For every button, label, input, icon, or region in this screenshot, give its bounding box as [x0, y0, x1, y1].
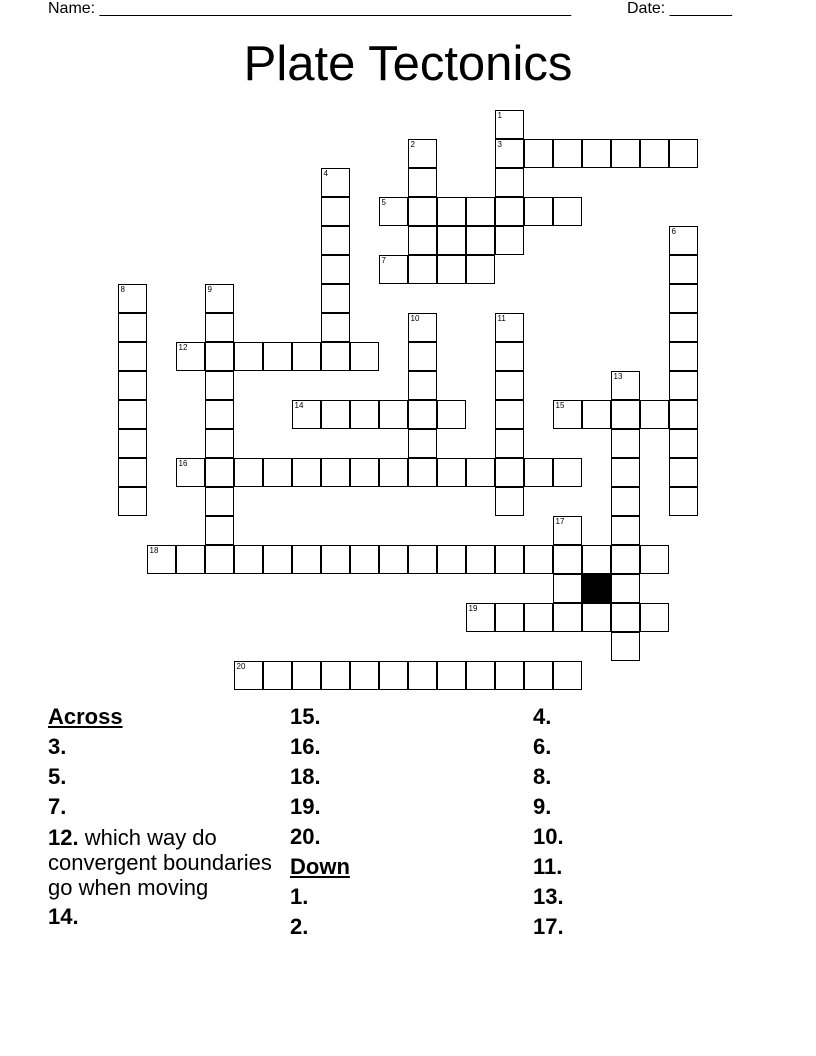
crossword-cell[interactable]	[611, 574, 640, 603]
clue-number: 14.	[48, 904, 79, 929]
crossword-cell[interactable]	[205, 516, 234, 545]
crossword-cell[interactable]	[118, 284, 147, 313]
crossword-cell[interactable]	[118, 313, 147, 342]
clue-item	[290, 822, 525, 852]
crossword-cell[interactable]	[611, 400, 640, 429]
clue-item	[48, 762, 283, 792]
crossword-cell[interactable]	[147, 545, 176, 574]
clue-number-label: 20	[236, 662, 246, 671]
clue-number: 12.	[48, 825, 79, 850]
crossword-cell[interactable]	[205, 400, 234, 429]
clue-column-2	[290, 702, 525, 942]
crossword-cell[interactable]	[669, 371, 698, 400]
crossword-cell[interactable]	[321, 458, 350, 487]
crossword-cell[interactable]	[553, 197, 582, 226]
crossword-cell[interactable]	[669, 400, 698, 429]
clue-number-label: 8	[120, 285, 125, 294]
clue-item	[533, 792, 768, 822]
crossword-cell[interactable]	[466, 661, 495, 690]
crossword-cell[interactable]	[611, 516, 640, 545]
crossword-cell[interactable]	[321, 545, 350, 574]
crossword-cell[interactable]	[437, 255, 466, 284]
crossword-cell[interactable]	[669, 313, 698, 342]
crossword-cell[interactable]	[466, 197, 495, 226]
clue-number: 8.	[533, 764, 552, 789]
crossword-cell[interactable]	[321, 400, 350, 429]
clue-item	[533, 912, 768, 942]
crossword-cell[interactable]	[408, 226, 437, 255]
crossword-cell[interactable]	[234, 342, 263, 371]
crossword-cell[interactable]	[263, 545, 292, 574]
crossword-cell[interactable]	[611, 139, 640, 168]
clue-number: 9.	[533, 794, 552, 819]
crossword-cell[interactable]	[611, 371, 640, 400]
crossword-cell[interactable]	[466, 545, 495, 574]
clue-item	[290, 732, 525, 762]
crossword-cell[interactable]	[379, 400, 408, 429]
crossword-cell[interactable]	[553, 139, 582, 168]
crossword-cell[interactable]	[118, 458, 147, 487]
crossword-cell[interactable]	[205, 371, 234, 400]
crossword-cell[interactable]	[379, 458, 408, 487]
clue-item	[533, 702, 768, 732]
crossword-cell[interactable]	[669, 284, 698, 313]
crossword-cell[interactable]	[408, 197, 437, 226]
crossword-cell[interactable]	[350, 400, 379, 429]
clue-number-label: 15	[555, 401, 565, 410]
clue-number: 11.	[533, 854, 563, 879]
clue-number: 4.	[533, 704, 552, 729]
crossword-cell[interactable]	[292, 342, 321, 371]
clue-number: 15.	[290, 704, 321, 729]
crossword-cell[interactable]	[524, 545, 553, 574]
crossword-cell[interactable]	[437, 661, 466, 690]
crossword-cell[interactable]	[321, 197, 350, 226]
crossword-cell[interactable]	[495, 603, 524, 632]
crossword-cell[interactable]	[582, 400, 611, 429]
crossword-cell[interactable]	[176, 342, 205, 371]
clue-number-label: 16	[178, 459, 188, 468]
crossword-cell[interactable]	[640, 139, 669, 168]
crossword-cell[interactable]	[611, 632, 640, 661]
crossword-cell[interactable]	[640, 545, 669, 574]
crossword-cell[interactable]	[408, 168, 437, 197]
clue-item	[290, 792, 525, 822]
crossword-cell[interactable]	[350, 661, 379, 690]
crossword-cell[interactable]	[640, 603, 669, 632]
crossword-cell[interactable]	[495, 429, 524, 458]
clue-item	[290, 912, 525, 942]
clue-item	[48, 732, 283, 762]
crossword-cell[interactable]	[524, 661, 553, 690]
crossword-cell[interactable]	[408, 661, 437, 690]
crossword-cell[interactable]	[321, 284, 350, 313]
crossword-cell[interactable]	[611, 429, 640, 458]
clue-number: 13.	[533, 884, 564, 909]
crossword-cell[interactable]	[205, 487, 234, 516]
crossword-cell[interactable]	[118, 342, 147, 371]
crossword-cell[interactable]	[263, 342, 292, 371]
clue-number-label: 13	[613, 372, 623, 381]
crossword-cell[interactable]	[118, 371, 147, 400]
crossword-cell[interactable]	[350, 545, 379, 574]
clue-item	[48, 825, 283, 900]
clue-number: 3.	[48, 734, 67, 759]
clue-number: 18.	[290, 764, 321, 789]
crossword-cell[interactable]	[611, 487, 640, 516]
crossword-cell[interactable]	[292, 661, 321, 690]
crossword-cell[interactable]	[524, 197, 553, 226]
clue-item	[290, 882, 525, 912]
crossword-cell[interactable]	[466, 255, 495, 284]
crossword-cell[interactable]	[234, 545, 263, 574]
clue-number-label: 18	[149, 546, 159, 555]
crossword-cell[interactable]	[205, 342, 234, 371]
crossword-cell[interactable]	[234, 458, 263, 487]
crossword-cell[interactable]	[350, 458, 379, 487]
crossword-cell[interactable]	[582, 603, 611, 632]
crossword-cell[interactable]	[553, 661, 582, 690]
crossword-cell[interactable]	[611, 603, 640, 632]
clue-number-label: 6	[671, 227, 676, 236]
crossword-cell[interactable]	[205, 458, 234, 487]
crossword-cell[interactable]	[379, 197, 408, 226]
crossword-cell[interactable]	[553, 516, 582, 545]
crossword-cell[interactable]	[495, 342, 524, 371]
crossword-cell[interactable]	[118, 400, 147, 429]
crossword-cell[interactable]	[176, 545, 205, 574]
clue-number-label: 9	[207, 285, 212, 294]
clue-item	[533, 852, 768, 882]
crossword-cell[interactable]	[176, 458, 205, 487]
crossword-cell[interactable]	[466, 603, 495, 632]
clue-item	[533, 882, 768, 912]
crossword-cell[interactable]	[524, 139, 553, 168]
crossword-cell[interactable]	[437, 545, 466, 574]
crossword-cell[interactable]	[495, 110, 524, 139]
crossword-cell[interactable]	[669, 487, 698, 516]
crossword-cell[interactable]	[321, 661, 350, 690]
crossword-cell[interactable]	[553, 400, 582, 429]
crossword-cell[interactable]	[669, 429, 698, 458]
clue-item	[533, 762, 768, 792]
crossword-black-cell	[582, 574, 611, 603]
clue-column-3	[533, 702, 768, 942]
crossword-cell[interactable]	[408, 429, 437, 458]
crossword-cell[interactable]	[611, 458, 640, 487]
crossword-cell[interactable]	[263, 661, 292, 690]
crossword-cell[interactable]	[466, 226, 495, 255]
crossword-cell[interactable]	[495, 197, 524, 226]
clue-number-label: 4	[323, 169, 328, 178]
crossword-cell[interactable]	[408, 139, 437, 168]
crossword-cell[interactable]	[582, 139, 611, 168]
crossword-cell[interactable]	[611, 545, 640, 574]
crossword-cell[interactable]	[495, 458, 524, 487]
crossword-cell[interactable]	[553, 574, 582, 603]
clue-number: 5.	[48, 764, 67, 789]
clue-item	[290, 762, 525, 792]
clue-number: 2.	[290, 914, 309, 939]
crossword-cell[interactable]	[205, 429, 234, 458]
crossword-cell[interactable]	[553, 458, 582, 487]
clue-item	[48, 792, 283, 822]
across-heading: Across	[48, 704, 123, 729]
crossword-cell[interactable]	[321, 168, 350, 197]
crossword-cell[interactable]	[437, 458, 466, 487]
crossword-cell[interactable]	[321, 255, 350, 284]
crossword-cell[interactable]	[553, 545, 582, 574]
crossword-cell[interactable]	[321, 342, 350, 371]
crossword-cell[interactable]	[437, 197, 466, 226]
clue-number: 17.	[533, 914, 564, 939]
crossword-cell[interactable]	[379, 255, 408, 284]
clue-number-label: 17	[555, 517, 565, 526]
name-field-label: Name: _____________________________________________________	[48, 0, 572, 17]
clue-number-label: 10	[410, 314, 420, 323]
crossword-cell[interactable]	[118, 429, 147, 458]
crossword-cell[interactable]	[205, 284, 234, 313]
clue-number-label: 3	[497, 140, 502, 149]
clue-number-label: 14	[294, 401, 304, 410]
crossword-cell[interactable]	[292, 545, 321, 574]
clue-number-label: 7	[381, 256, 386, 265]
crossword-cell[interactable]	[437, 400, 466, 429]
crossword-cell[interactable]	[669, 342, 698, 371]
crossword-cell[interactable]	[205, 313, 234, 342]
crossword-cell[interactable]	[495, 545, 524, 574]
crossword-cell[interactable]	[553, 603, 582, 632]
crossword-cell[interactable]	[669, 226, 698, 255]
clue-number: 1.	[290, 884, 309, 909]
crossword-cell[interactable]	[582, 545, 611, 574]
crossword-cell[interactable]	[669, 255, 698, 284]
clue-number: 20.	[290, 824, 321, 849]
crossword-cell[interactable]	[495, 661, 524, 690]
crossword-cell[interactable]	[408, 255, 437, 284]
clue-item	[533, 822, 768, 852]
crossword-cell[interactable]	[495, 226, 524, 255]
clue-number-label: 11	[497, 314, 506, 323]
crossword-cell[interactable]	[350, 342, 379, 371]
crossword-cell[interactable]	[263, 458, 292, 487]
clue-number-label: 2	[410, 140, 415, 149]
clue-number-label: 12	[178, 343, 188, 352]
clue-number: 6.	[533, 734, 552, 759]
crossword-cell[interactable]	[495, 371, 524, 400]
clue-column-1	[48, 702, 283, 932]
crossword-cell[interactable]	[669, 139, 698, 168]
clue-number-label: 5	[381, 198, 386, 207]
crossword-cell[interactable]	[408, 400, 437, 429]
crossword-cell[interactable]	[408, 458, 437, 487]
crossword-cell[interactable]	[437, 226, 466, 255]
clue-number: 16.	[290, 734, 321, 759]
clue-number-label: 19	[468, 604, 478, 613]
page-title: Plate Tectonics	[243, 37, 573, 91]
crossword-cell[interactable]	[292, 458, 321, 487]
crossword-cell[interactable]	[292, 400, 321, 429]
crossword-cell[interactable]	[640, 400, 669, 429]
crossword-cell[interactable]	[495, 139, 524, 168]
clue-item	[533, 732, 768, 762]
clue-text: which way do convergent boundaries go when moving	[48, 825, 272, 900]
crossword-cell[interactable]	[495, 487, 524, 516]
clue-number: 10.	[533, 824, 564, 849]
crossword-cell[interactable]	[495, 168, 524, 197]
date-field-label: Date: _______	[627, 0, 732, 17]
crossword-cell[interactable]	[495, 400, 524, 429]
crossword-cell[interactable]	[524, 458, 553, 487]
crossword-cell[interactable]	[408, 545, 437, 574]
clue-number: 7.	[48, 794, 67, 819]
crossword-cell[interactable]	[118, 487, 147, 516]
crossword-cell[interactable]	[669, 458, 698, 487]
crossword-cell[interactable]	[379, 661, 408, 690]
clue-number-label: 1	[497, 111, 502, 120]
clue-item	[290, 702, 525, 732]
crossword-cell[interactable]	[379, 545, 408, 574]
crossword-cell[interactable]	[466, 458, 495, 487]
crossword-cell[interactable]	[321, 313, 350, 342]
crossword-cell[interactable]	[408, 313, 437, 342]
crossword-cell[interactable]	[205, 545, 234, 574]
clue-item	[48, 902, 283, 932]
crossword-cell[interactable]	[495, 313, 524, 342]
clue-number: 19.	[290, 794, 321, 819]
crossword-cell[interactable]	[321, 226, 350, 255]
down-heading: Down	[290, 854, 350, 879]
crossword-cell[interactable]	[234, 661, 263, 690]
crossword-cell[interactable]	[408, 342, 437, 371]
crossword-cell[interactable]	[524, 603, 553, 632]
crossword-cell[interactable]	[408, 371, 437, 400]
